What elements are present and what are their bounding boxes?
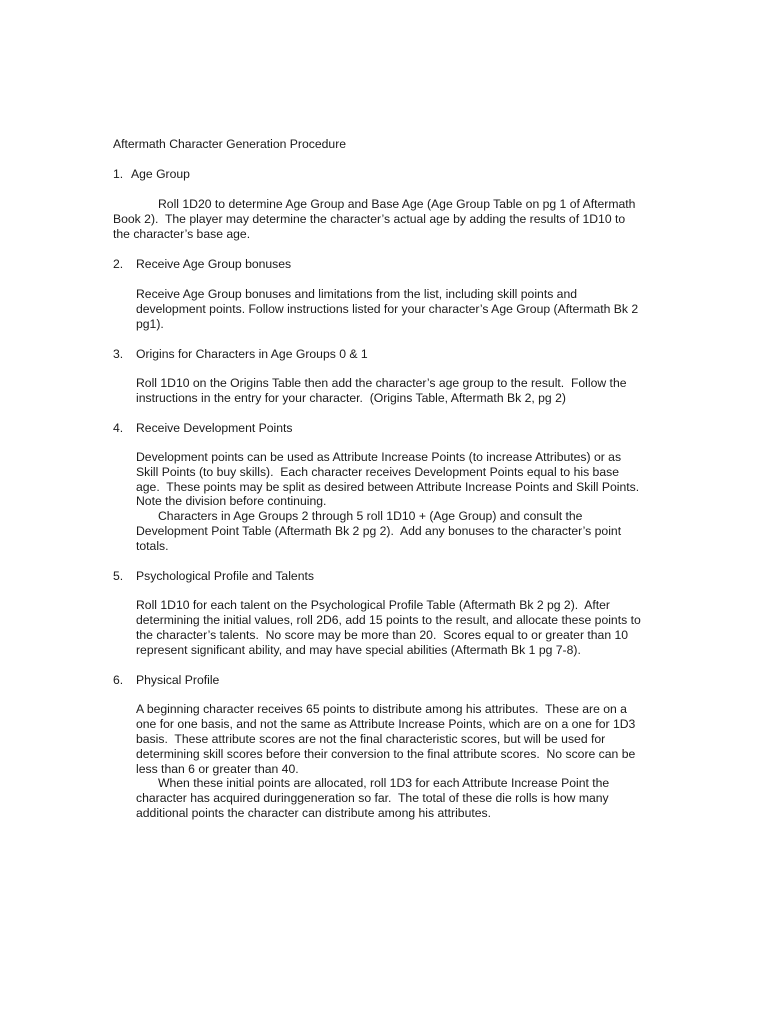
paragraph-line: instructions in the entry for your character. (Origins Table, Aftermath Bk 2, pg 2) (136, 391, 566, 405)
paragraph-line: the character’s base age. (113, 227, 251, 241)
paragraph-line: A beginning character receives 65 points to distribute among his attributes. These are on a (136, 702, 627, 716)
paragraph-line: determining skill scores before their conversion to the final attribute scores. No score can be (136, 747, 636, 761)
section-number: 5. (113, 569, 124, 583)
paragraph-line: Note the division before continuing. (136, 494, 327, 508)
section-heading: Origins for Characters in Age Groups 0 & 1 (136, 347, 368, 361)
paragraph-line: determining the initial values, roll 2D6, add 15 points to the result, and allocate these points to (136, 613, 641, 627)
section-number: 3. (113, 347, 124, 361)
paragraph-line: Receive Age Group bonuses and limitations from the list, including skill points and (136, 287, 578, 301)
section-number: 6. (113, 673, 124, 687)
paragraph-line: Development points can be used as Attribute Increase Points (to increase Attributes) or as (136, 450, 622, 464)
paragraph-line: the character’s talents. No score may be more than 20. Scores equal to or greater than 10 (136, 628, 629, 642)
paragraph-line: When these initial points are allocated, roll 1D3 for each Attribute Increase Point the (158, 776, 610, 790)
section-heading: Physical Profile (136, 673, 220, 687)
section-number: 1. (113, 167, 124, 181)
section-heading: Receive Age Group bonuses (136, 257, 292, 271)
paragraph-line: character has acquired duringgeneration so far. The total of these die rolls is how many (136, 791, 609, 805)
paragraph-line: less than 6 or greater than 40. (136, 762, 299, 776)
section-heading: Age Group (131, 167, 190, 181)
paragraph-line: Development Point Table (Aftermath Bk 2 pg 2). Add any bonuses to the character’s point (136, 524, 622, 538)
paragraph-line: represent significant ability, and may have special abilities (Aftermath Bk 1 pg 7-8). (136, 643, 581, 657)
paragraph-line: Skill Points (to buy skills). Each character receives Development Points equal to his base (136, 465, 619, 479)
paragraph-line: one for one basis, and not the same as Attribute Increase Points, which are on a one for 1D3 (136, 717, 636, 731)
paragraph-line: development points. Follow instructions listed for your character’s Age Group (Aftermath Bk 2 (136, 302, 639, 316)
section-number: 4. (113, 421, 124, 435)
paragraph-line: additional points the character can distribute among his attributes. (136, 806, 491, 820)
paragraph-line: basis. These attribute scores are not the final characteristic scores, but will be used for (136, 732, 606, 746)
paragraph-line: age. These points may be split as desired between Attribute Increase Points and Skill Points. (136, 480, 640, 494)
document-title: Aftermath Character Generation Procedure (113, 137, 347, 151)
section-number: 2. (113, 257, 124, 271)
paragraph-line: Roll 1D10 for each talent on the Psychological Profile Table (Aftermath Bk 2 pg 2). After (136, 598, 610, 612)
paragraph-line: Roll 1D10 on the Origins Table then add the character’s age group to the result. Follow the (136, 376, 627, 390)
paragraph-line: totals. (136, 539, 169, 553)
section-heading: Receive Development Points (136, 421, 293, 435)
paragraph-line: Book 2). The player may determine the character’s actual age by adding the results of 1D10 to (113, 212, 626, 226)
section-heading: Psychological Profile and Talents (136, 569, 314, 583)
paragraph-line: pg1). (136, 317, 164, 331)
paragraph-line: Characters in Age Groups 2 through 5 roll 1D10 + (Age Group) and consult the (158, 509, 583, 523)
paragraph-line: Roll 1D20 to determine Age Group and Base Age (Age Group Table on pg 1 of Aftermath (158, 197, 636, 211)
